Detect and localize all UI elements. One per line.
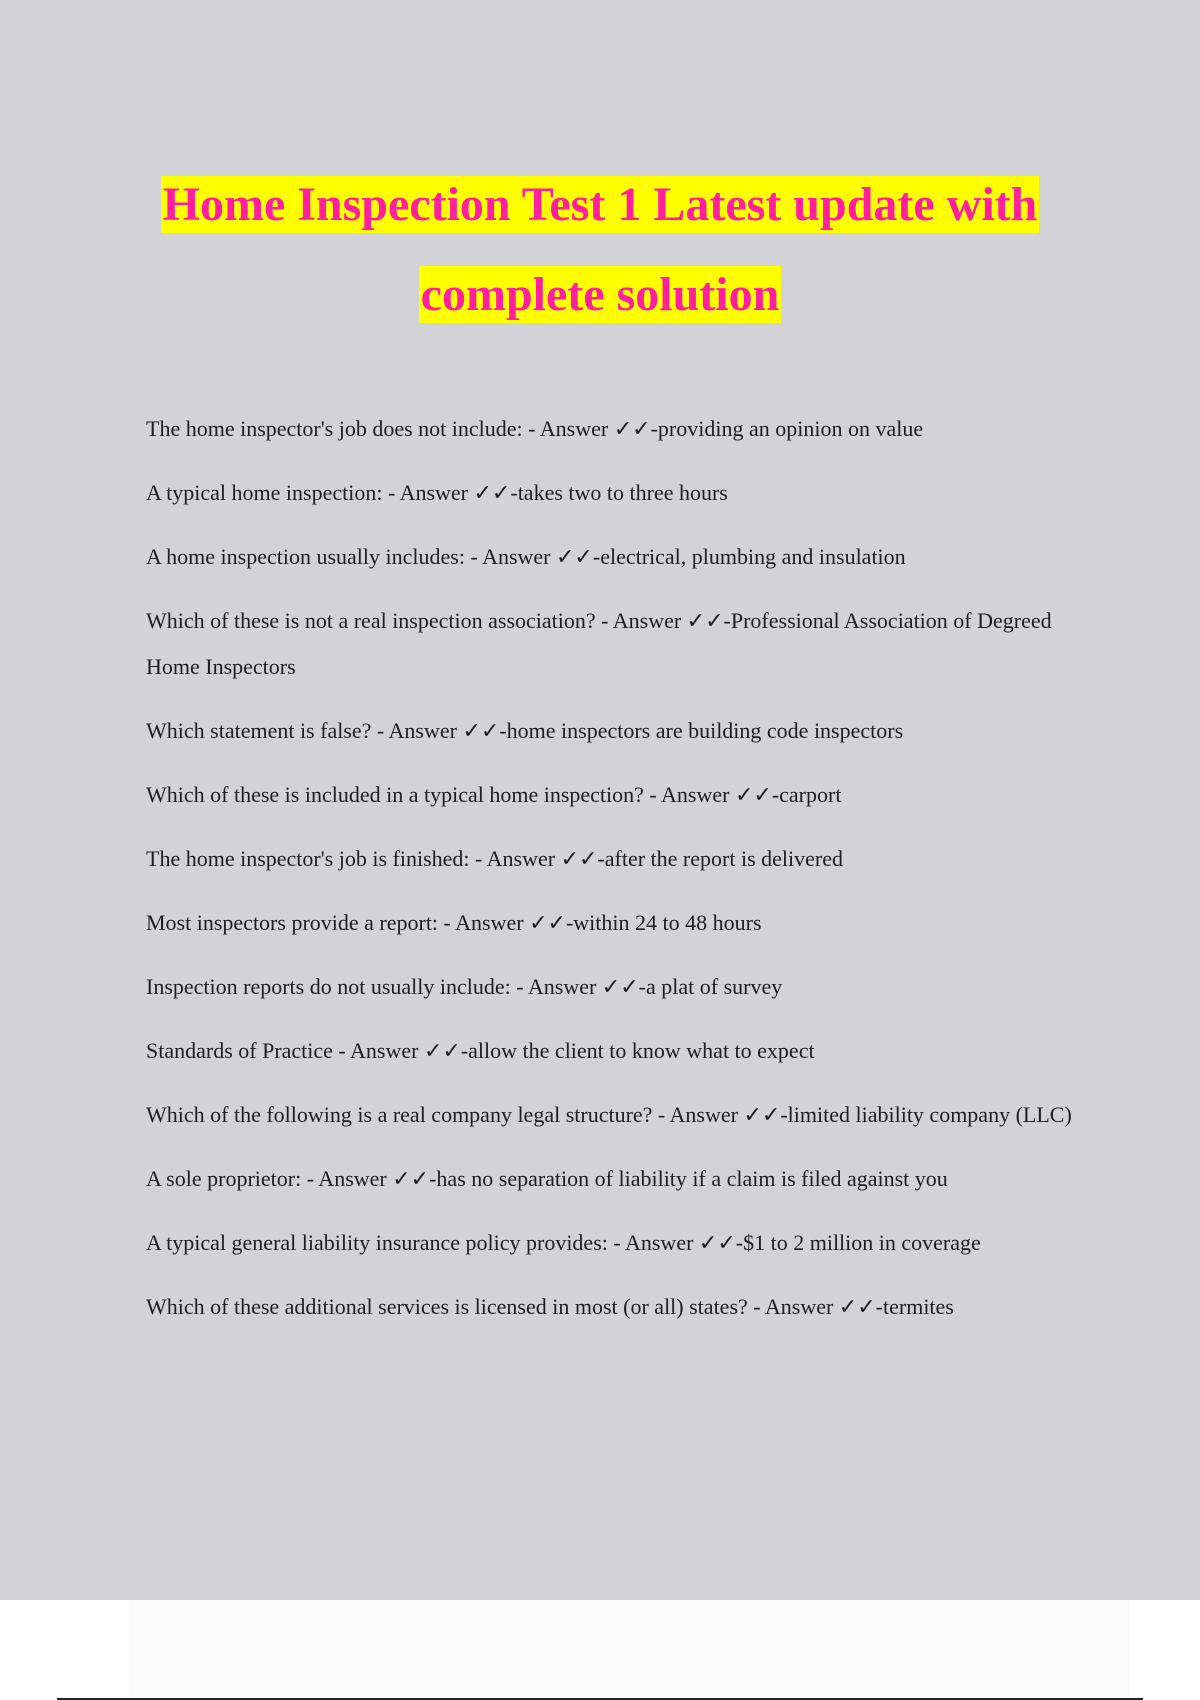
qa-item: Most inspectors provide a report: - Answer ✓✓-within 24 to 48 hours — [146, 910, 762, 935]
qa-item: Which of these is not a real inspection association? - Answer ✓✓-Professional Association of Degreed Home Inspectors — [146, 608, 1052, 679]
qa-item: Which statement is false? - Answer ✓✓-home inspectors are building code inspectors — [146, 718, 904, 743]
qa-item: Standards of Practice - Answer ✓✓-allow the client to know what to expect — [146, 1038, 815, 1063]
page-footer-area — [0, 1600, 1200, 1700]
qa-item: A typical home inspection: - Answer ✓✓-takes two to three hours — [146, 480, 728, 505]
qa-list — [146, 406, 1086, 1348]
title-line-1: Home Inspection Test 1 Latest update with — [162, 178, 1038, 231]
qa-item: The home inspector's job does not include: - Answer ✓✓-providing an opinion on value — [146, 416, 924, 441]
qa-item: Which of these additional services is licensed in most (or all) states? - Answer ✓✓-termites — [146, 1294, 954, 1319]
qa-item: A home inspection usually includes: - Answer ✓✓-electrical, plumbing and insulation — [146, 544, 906, 569]
qa-item: Which of these is included in a typical home inspection? - Answer ✓✓-carport — [146, 782, 842, 807]
qa-item: The home inspector's job is finished: - Answer ✓✓-after the report is delivered — [146, 846, 843, 871]
footer-strip — [130, 1600, 1130, 1696]
qa-item: A typical general liability insurance policy provides: - Answer ✓✓-$1 to 2 million in coverage — [146, 1230, 981, 1255]
qa-item: Inspection reports do not usually include: - Answer ✓✓-a plat of survey — [146, 974, 783, 999]
title-line-2: complete solution — [420, 268, 780, 321]
document-title — [0, 160, 1200, 340]
qa-item: Which of the following is a real company legal structure? - Answer ✓✓-limited liability company (LLC) — [146, 1102, 1072, 1127]
qa-item: A sole proprietor: - Answer ✓✓-has no separation of liability if a claim is filed against you — [146, 1166, 948, 1191]
